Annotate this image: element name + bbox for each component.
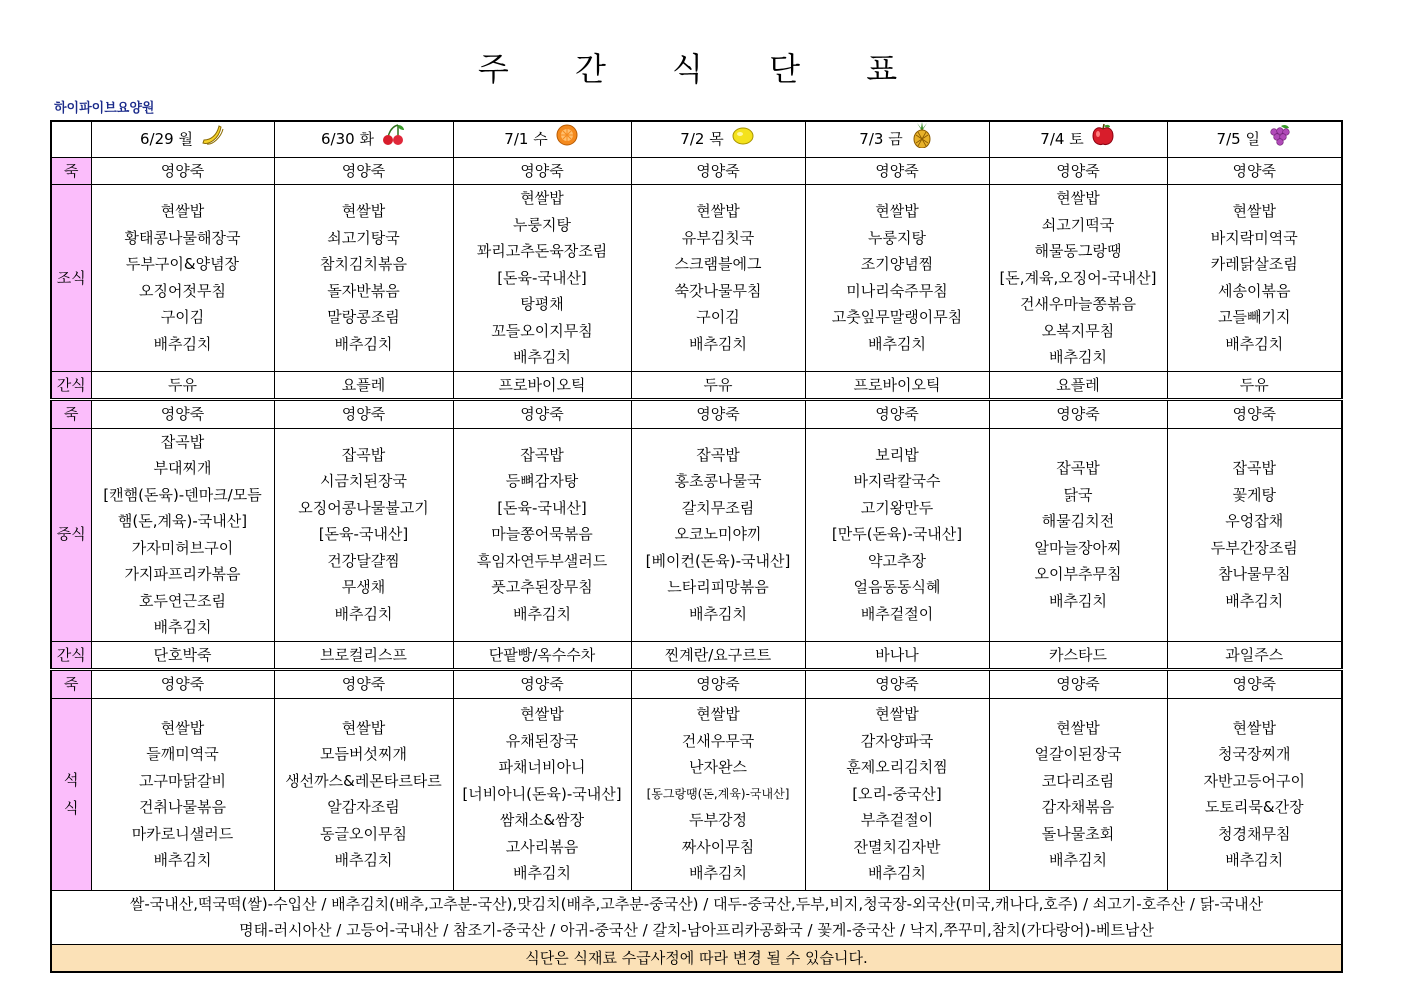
- menu-cell: 영양죽: [274, 157, 453, 185]
- row-label: 죽: [51, 157, 91, 185]
- menu-cell: 영양죽: [274, 670, 453, 699]
- dinner-porridge-row: [51, 670, 1342, 699]
- breakfast-row: [51, 185, 1342, 372]
- menu-cell: 잡곡밥 부대찌개 [캔햄(돈육)-덴마크/모듬 햄(돈,계육)-국내산] 가자미허브구이 가지파프리카볶음 호두연근조림 배추김치: [91, 428, 274, 641]
- menu-cell: 영양죽: [631, 670, 805, 699]
- menu-cell: 잡곡밥 등뼈감자탕 [돈육-국내산] 마늘쫑어묵볶음 흑임자연두부샐러드 풋고추된장무침 배추김치: [453, 428, 631, 641]
- pineapple-icon: [909, 122, 935, 157]
- day-header: 6/30 화: [274, 121, 453, 157]
- menu-cell: 영양죽: [91, 157, 274, 185]
- menu-cell: 현쌀밥 쇠고기떡국 해물동그랑땡 [돈,계육,오징어-국내산] 건새우마늘쫑볶음 오복지무침 배추김치: [989, 185, 1167, 372]
- corner-cell: [51, 121, 91, 157]
- menu-cell: 잡곡밥 홍초콩나물국 갈치무조림 오코노미야끼 [베이컨(돈육)-국내산] 느타리피망볶음 배추김치: [631, 428, 805, 641]
- menu-cell: 바나나: [805, 641, 989, 670]
- menu-cell: 영양죽: [453, 400, 631, 429]
- menu-cell: 현쌀밥 쇠고기탕국 참치김치볶음 돌자반볶음 말랑콩조림 배추김치: [274, 185, 453, 372]
- menu-cell: 잡곡밥 꽃게탕 우엉잡채 두부간장조림 참나물무침 배추김치: [1167, 428, 1342, 641]
- day-header: 7/2 목: [631, 121, 805, 157]
- cherry-icon: [380, 123, 406, 156]
- menu-cell: 영양죽: [453, 670, 631, 699]
- menu-cell: 영양죽: [91, 400, 274, 429]
- menu-cell: 과일주스: [1167, 641, 1342, 670]
- menu-cell: 영양죽: [805, 157, 989, 185]
- menu-cell: 영양죽: [274, 400, 453, 429]
- menu-cell: 영양죽: [631, 157, 805, 185]
- menu-cell: 프로바이오틱: [805, 371, 989, 400]
- row-label: 간식: [51, 641, 91, 670]
- menu-cell: 현쌀밥 누룽지탕 꽈리고추돈육장조림 [돈육-국내산] 탕평채 꼬들오이지무침 배추김치: [453, 185, 631, 372]
- menu-cell: 잡곡밥 닭국 해물김치전 알마늘장아찌 오이부추무침 배추김치: [989, 428, 1167, 641]
- menu-cell: 요플레: [989, 371, 1167, 400]
- menu-cell: 영양죽: [989, 157, 1167, 185]
- origin-note-row: [51, 890, 1342, 944]
- menu-cell: 영양죽: [1167, 670, 1342, 699]
- morning-snack-row: [51, 371, 1342, 400]
- menu-cell: 현쌀밥 건새우무국 난자완스 [동그랑땡(돈,계육)-국내산] 두부강정 짜사이무침 배추김치: [631, 698, 805, 890]
- page-title: 주 간 식 단 표: [477, 50, 926, 88]
- header-row: [51, 121, 1342, 157]
- dinner-row: [51, 698, 1342, 890]
- lunch-porridge-row: [51, 400, 1342, 429]
- menu-cell: 단팥빵/옥수수차: [453, 641, 631, 670]
- menu-cell: 영양죽: [805, 670, 989, 699]
- afternoon-snack-row: [51, 641, 1342, 670]
- menu-cell: 영양죽: [805, 400, 989, 429]
- menu-cell: 찐계란/요구르트: [631, 641, 805, 670]
- menu-cell: 현쌀밥 황태콩나물해장국 두부구이&양념장 오징어젓무침 구이김 배추김치: [91, 185, 274, 372]
- weekly-menu-table: [50, 120, 1343, 973]
- menu-cell: 영양죽: [1167, 400, 1342, 429]
- row-label: 석 식: [51, 698, 91, 890]
- origin-note: 쌀-국내산,떡국떡(쌀)-수입산 / 배추김치(배추,고추분-국산),맛김치(배추,고추분-중국산) / 대두-중국산,두부,비지,청국장-외국산(미국,캐나다,호주) / 쇠고기-호주산 / 닭-국내산 명태-러시아산 / 고등어-국내산 / 참조기-중국산 / 아귀-중국산 / 갈치-남아프리카공화국 / 꽃게-중국산 / 낙지,쭈꾸미,참치(가다랑어)-베트남산: [51, 890, 1342, 944]
- menu-cell: 프로바이오틱: [453, 371, 631, 400]
- footer-row: [51, 944, 1342, 972]
- lunch-row: [51, 428, 1342, 641]
- menu-cell: 두유: [91, 371, 274, 400]
- grape-icon: [1266, 123, 1292, 156]
- day-header: 7/4 토: [989, 121, 1167, 157]
- organization-name: 하이파이브요양원: [54, 101, 155, 116]
- apple-icon: [1090, 123, 1116, 156]
- menu-cell: 단호박죽: [91, 641, 274, 670]
- row-label: 죽: [51, 670, 91, 699]
- menu-cell: 영양죽: [989, 400, 1167, 429]
- menu-cell: 영양죽: [989, 670, 1167, 699]
- banana-icon: [199, 123, 225, 156]
- menu-cell: 보리밥 바지락칼국수 고기왕만두 [만두(돈육)-국내산] 약고추장 얼음동동식혜 배추겉절이: [805, 428, 989, 641]
- orange-icon: [554, 123, 580, 156]
- menu-cell: 현쌀밥 모듬버섯찌개 생선까스&레몬타르타르 알감자조림 동글오이무침 배추김치: [274, 698, 453, 890]
- day-header: 7/1 수: [453, 121, 631, 157]
- row-label: 죽: [51, 400, 91, 429]
- menu-cell: 현쌀밥 감자양파국 훈제오리김치찜 [오리-중국산] 부추겉절이 잔멸치김자반 배추김치: [805, 698, 989, 890]
- menu-cell: 현쌀밥 청국장찌개 자반고등어구이 도토리묵&간장 청경채무침 배추김치: [1167, 698, 1342, 890]
- menu-cell: 두유: [1167, 371, 1342, 400]
- row-label: 중식: [51, 428, 91, 641]
- menu-cell: 현쌀밥 들깨미역국 고구마닭갈비 건취나물볶음 마카로니샐러드 배추김치: [91, 698, 274, 890]
- menu-cell: 영양죽: [631, 400, 805, 429]
- footer-notice: 식단은 식재료 수급사정에 따라 변경 될 수 있습니다.: [51, 944, 1342, 972]
- menu-cell: 현쌀밥 유채된장국 파채너비아니 [너비아니(돈육)-국내산] 쌈채소&쌈장 고사리볶음 배추김치: [453, 698, 631, 890]
- row-label: 조식: [51, 185, 91, 372]
- day-header: 7/3 금: [805, 121, 989, 157]
- menu-cell: 요플레: [274, 371, 453, 400]
- menu-cell: 브로컬리스프: [274, 641, 453, 670]
- menu-cell: 영양죽: [91, 670, 274, 699]
- menu-cell: 영양죽: [1167, 157, 1342, 185]
- menu-cell: 현쌀밥 얼갈이된장국 코다리조림 감자채볶음 돌나물초회 배추김치: [989, 698, 1167, 890]
- row-label: 간식: [51, 371, 91, 400]
- menu-cell: 잡곡밥 시금치된장국 오징어콩나물불고기 [돈육-국내산] 건강달걀찜 무생채 배추김치: [274, 428, 453, 641]
- menu-cell: 영양죽: [453, 157, 631, 185]
- menu-cell: 카스타드: [989, 641, 1167, 670]
- breakfast-porridge-row: [51, 157, 1342, 185]
- menu-cell: 현쌀밥 누룽지탕 조기양념찜 미나리숙주무침 고춧잎무말랭이무침 배추김치: [805, 185, 989, 372]
- day-header: 6/29 월: [91, 121, 274, 157]
- lemon-icon: [730, 123, 756, 156]
- menu-cell: 두유: [631, 371, 805, 400]
- day-header: 7/5 일: [1167, 121, 1342, 157]
- menu-cell: 현쌀밥 유부김칫국 스크램블에그 쑥갓나물무침 구이김 배추김치: [631, 185, 805, 372]
- menu-cell: 현쌀밥 바지락미역국 카레닭살조림 세송이볶음 고들빼기지 배추김치: [1167, 185, 1342, 372]
